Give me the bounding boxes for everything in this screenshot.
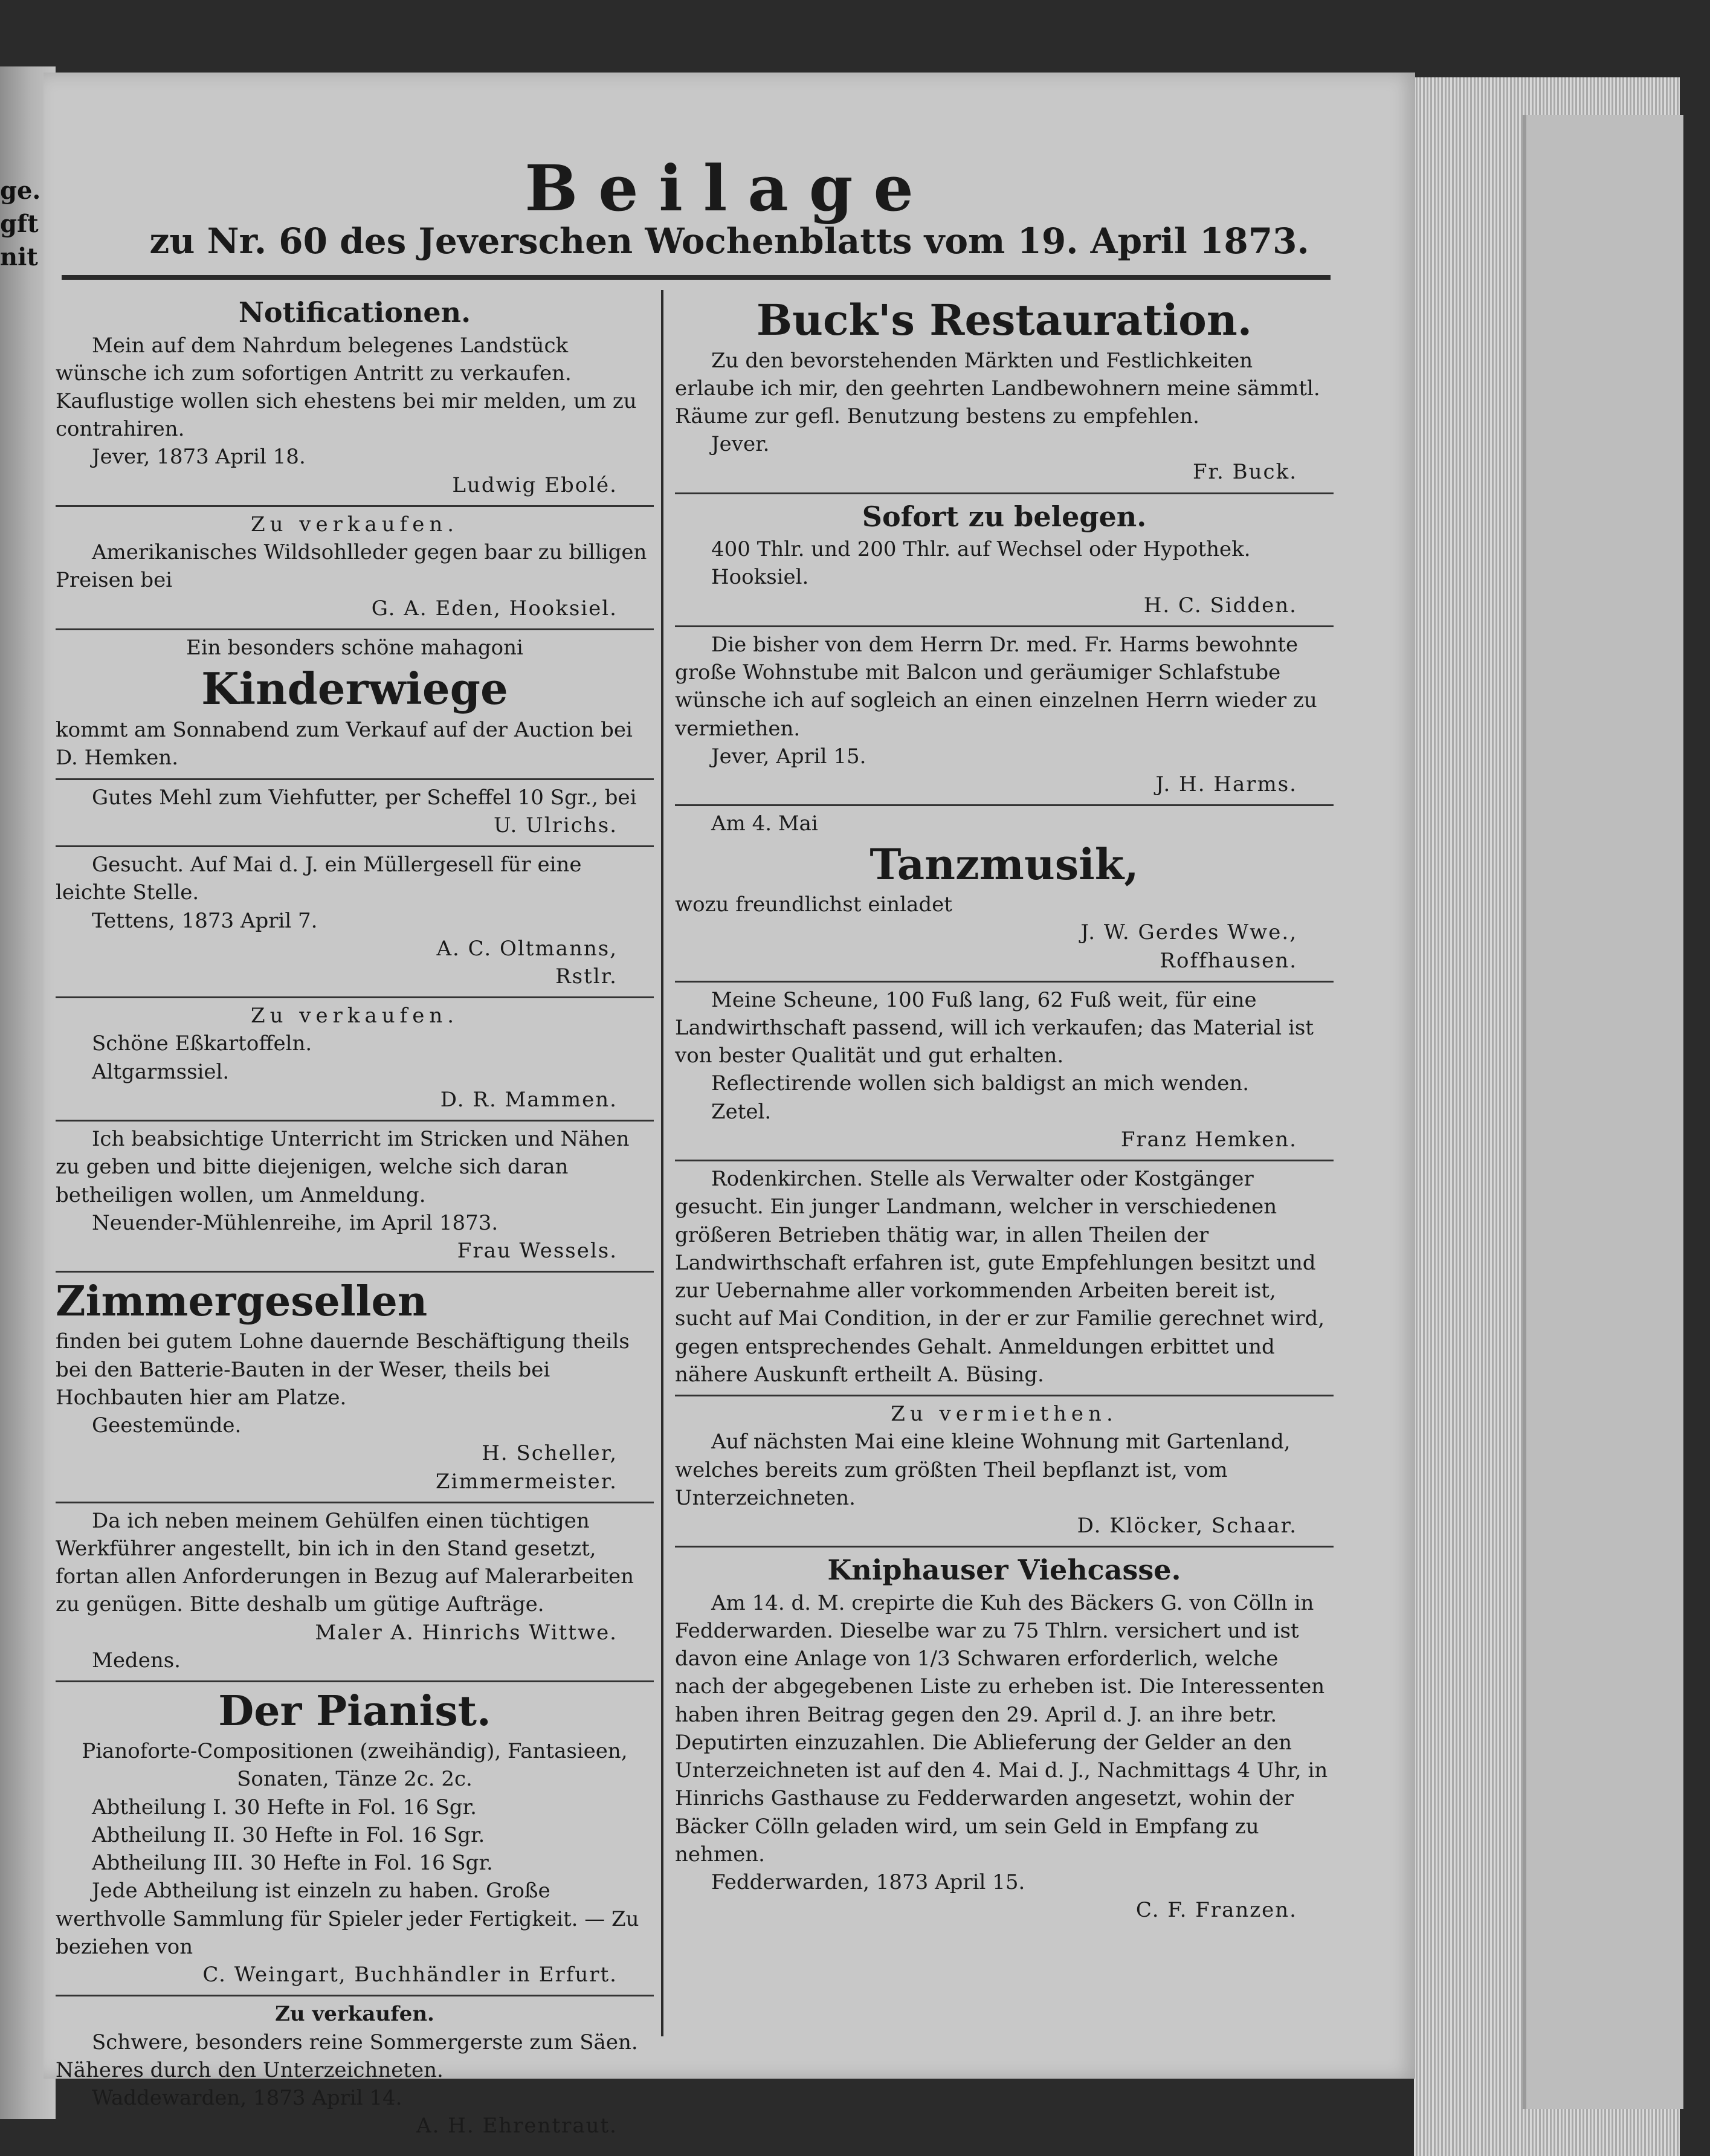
ad-signature: Frau Wessels. xyxy=(457,1239,618,1264)
ad-heading: Notificationen. xyxy=(238,296,471,329)
ad-body: 400 Thlr. und 200 Thlr. auf Wechsel oder Hypothek. xyxy=(711,537,1251,562)
ad-mehl xyxy=(56,780,654,847)
ad-body: Da ich neben meinem Gehülfen einen tüchtigen Werkführer angestellt, bin ich in den Stand gesetzt, fortan allen Anforderungen in Bezug auf Malerarbeiten zu genügen. Bitte deshalb um gütige Aufträge. xyxy=(56,1508,634,1617)
ad-bucks-restauration xyxy=(675,290,1334,494)
ad-heading: Buck's Restauration. xyxy=(756,295,1253,345)
column-divider xyxy=(661,290,663,2036)
ad-signature: G. A. Eden, Hooksiel. xyxy=(371,596,618,621)
ad-signature-place: Roffhausen. xyxy=(1160,948,1297,973)
ad-signature-title: Zimmermeister. xyxy=(435,1469,618,1494)
ad-place: Jever. xyxy=(711,432,770,457)
ad-scheune xyxy=(675,983,1334,1161)
ad-body: Zu den bevorstehenden Märkten und Festlichkeiten erlaube ich mir, den geehrten Landbewohnern meine sämmtl. Räume zur gefl. Benutzung bestens zu empfehlen. xyxy=(675,348,1320,428)
ad-zu-vermiethen xyxy=(675,1396,1334,1548)
ad-muellergesell xyxy=(56,847,654,998)
ad-signature: A. C. Oltmanns, xyxy=(436,936,618,961)
ad-signature: D. Klöcker, Schaar. xyxy=(1077,1513,1297,1538)
ad-body: Auf nächsten Mai eine kleine Wohnung mit Gartenland, welches bereits zum größten Theil bepflanzt ist, vom Unterzeichneten. xyxy=(675,1430,1291,1510)
ad-signature: A. H. Ehrentraut. xyxy=(416,2114,618,2138)
ad-body: Jede Abtheilung ist einzeln zu haben. Große werthvolle Sammlung für Spieler jeder Fertigkeit. — Zu beziehen von xyxy=(56,1879,639,1959)
ad-malerarbeiten xyxy=(56,1503,654,1682)
ad-body: Amerikanisches Wildsohlleder gegen baar zu billigen Preisen bei xyxy=(56,540,647,593)
ad-place-date: Fedderwarden, 1873 April 15. xyxy=(711,1870,1025,1895)
ad-heading: Kniphauser Viehcasse. xyxy=(827,1554,1181,1587)
ad-place: Hooksiel. xyxy=(711,565,809,590)
ad-wildsohlleder xyxy=(56,507,654,630)
ad-esskartoffeln xyxy=(56,998,654,1122)
ad-body: Am 14. d. M. crepirte die Kuh des Bäckers G. von Cölln in Fedderwarden. Dieselbe war zu 75 Thlrn. versichert und ist davon eine Anlage von 1/3 Schwaren erforderlich, welche nach der abgegebenen Liste zu erheben ist. Die Interessenten haben ihren Beitrag gegen den 29. April d. J. an ihre betr. Deputirten einzuzahlen. Die Ablieferung der Gelder an den Unterzeichneten ist auf den 4. Mai d. J., Nachmittags 4 Uhr, in Hinrichs Gasthause zu Fedderwarden angesetzt, wohin der Bäcker Cölln geladen wird, um sein Geld in Empfang zu nehmen. xyxy=(675,1590,1328,1867)
ad-signature: C. Weingart, Buchhändler in Erfurt. xyxy=(202,1963,618,1987)
ad-signature: Ludwig Ebolé. xyxy=(452,473,618,497)
ad-list-item: Abtheilung II. 30 Hefte in Fol. 16 Sgr. xyxy=(92,1822,485,1847)
ad-place-date: Jever, 1873 April 18. xyxy=(92,445,306,470)
ad-place-date: Neuender-Mühlenreihe, im April 1873. xyxy=(92,1210,498,1235)
left-column xyxy=(56,290,654,2146)
ad-signature: J. H. Harms. xyxy=(1155,772,1297,797)
masthead-subtitle: zu Nr. 60 des Jeverschen Wochenblatts vom 19. April 1873. xyxy=(149,221,1309,262)
right-column xyxy=(675,290,1334,1931)
ad-place: Geestemünde. xyxy=(92,1413,242,1438)
ad-signature: Fr. Buck. xyxy=(1192,460,1297,485)
ad-place: Altgarmssiel. xyxy=(92,1059,230,1084)
ad-notificationen xyxy=(56,290,654,507)
ad-body: Rodenkirchen. Stelle als Verwalter oder Kostgänger gesucht. Ein junger Landmann, welcher in verschiedenen größeren Betrieben thätig war, in allen Theilen der Landwirthschaft erfahren ist, gute Empfehlungen besitzt und zur Uebernahme aller vorkommenden Arbeiten bereit ist, sucht auf Mai Condition, in der er zur Familie gerechnet wird, gegen entsprechendes Gehalt. Anmeldungen erbittet und nähere Auskunft ertheilt A. Büsing. xyxy=(675,1167,1325,1387)
ad-signature: H. Scheller, xyxy=(482,1441,618,1466)
ad-signature: Franz Hemken. xyxy=(1120,1127,1297,1152)
ad-signature: D. R. Mammen. xyxy=(440,1087,618,1112)
ad-body: Schöne Eßkartoffeln. xyxy=(92,1031,312,1056)
ad-body: kommt am Sonnabend zum Verkauf auf der Auction bei D. Hemken. xyxy=(56,718,633,770)
ad-signature: J. W. Gerdes Wwe., xyxy=(1080,920,1297,945)
ad-body: Gesucht. Auf Mai d. J. ein Müllergesell für eine leichte Stelle. xyxy=(56,853,582,905)
ad-body: Ich beabsichtige Unterricht im Stricken und Nähen zu geben und bitte diejenigen, welche sich daran betheiligen wollen, um Anmeldung. xyxy=(56,1127,630,1207)
ad-signature: C. F. Franzen. xyxy=(1135,1898,1297,1923)
ad-heading: Zimmergesellen xyxy=(56,1277,428,1326)
ad-place-date: Waddewarden, 1873 April 14. xyxy=(92,2085,402,2110)
ad-body: Schwere, besonders reine Sommergerste zum Säen. Näheres durch den Unterzeichneten. xyxy=(56,2030,638,2082)
ad-heading: Zu verkaufen. xyxy=(275,2002,434,2027)
ad-signature: H. C. Sidden. xyxy=(1143,593,1297,618)
ad-body-2: Reflectirende wollen sich baldigst an mich wenden. xyxy=(711,1071,1250,1096)
ad-sommergerste xyxy=(56,1996,654,2146)
ad-body: Die bisher von dem Herrn Dr. med. Fr. Harms bewohnte große Wohnstube mit Balcon und geräumiger Schlafstube wünsche ich auf sogleich an einen einzelnen Herrn wieder zu vermiethen. xyxy=(675,632,1317,741)
ad-viehcasse xyxy=(675,1548,1334,1930)
ad-tanzmusik xyxy=(675,806,1334,982)
ad-place: Zetel. xyxy=(711,1099,772,1124)
ad-signature: U. Ulrichs. xyxy=(494,813,618,838)
ad-place-date: Jever, April 15. xyxy=(711,744,866,769)
ad-list-item: Abtheilung I. 30 Hefte in Fol. 16 Sgr. xyxy=(92,1795,477,1819)
masthead-rule xyxy=(62,275,1331,280)
ad-heading: Der Pianist. xyxy=(218,1687,491,1736)
ad-body: wozu freundlichst einladet xyxy=(675,892,952,917)
masthead-title: Beilage xyxy=(524,151,934,225)
edge-fragment: nit xyxy=(0,243,38,271)
ad-heading: Zu verkaufen. xyxy=(250,512,459,537)
ad-body: Meine Scheune, 100 Fuß lang, 62 Fuß weit, für eine Landwirthschaft passend, will ich verkaufen; das Material ist von bester Qualität und gut erhalten. xyxy=(675,987,1314,1068)
ad-verwalter-gesucht xyxy=(675,1161,1334,1396)
ad-body: Gutes Mehl zum Viehfutter, per Scheffel 10 Sgr., bei xyxy=(92,785,637,810)
ad-intro: Am 4. Mai xyxy=(711,812,818,836)
ad-wohnstube xyxy=(675,627,1334,806)
ad-heading: Tanzmusik, xyxy=(870,839,1139,889)
newspaper-page xyxy=(44,73,1415,2138)
ad-heading: Zu verkaufen. xyxy=(250,1004,459,1028)
ad-unterricht xyxy=(56,1122,654,1273)
ad-place: Medens. xyxy=(92,1648,181,1673)
ad-heading: Kinderwiege xyxy=(201,663,508,715)
ad-body: Mein auf dem Nahrdum belegenes Landstück wünsche ich zum sofortigen Antritt zu verkaufen. Kauflustige wollen sich ehestens bei mir melden, um zu contrahiren. xyxy=(56,333,637,442)
ad-sofort-zu-belegen xyxy=(675,494,1334,627)
ad-place-date: Tettens, 1873 April 7. xyxy=(92,908,318,933)
ad-signature: Maler A. Hinrichs Wittwe. xyxy=(315,1620,618,1645)
ad-der-pianist xyxy=(56,1682,654,1996)
ad-intro: Ein besonders schöne mahagoni xyxy=(186,635,523,660)
ad-heading: Sofort zu belegen. xyxy=(862,500,1147,533)
ad-signature-title: Rstlr. xyxy=(555,964,618,989)
ad-list-item: Abtheilung III. 30 Hefte in Fol. 16 Sgr. xyxy=(92,1851,493,1876)
edge-fragment: gft xyxy=(0,210,39,238)
book-cover-edge xyxy=(1523,115,1683,2109)
ad-heading: Zu vermiethen. xyxy=(891,1402,1118,1427)
ad-zimmergesellen xyxy=(56,1273,654,1503)
ad-body: finden bei gutem Lohne dauernde Beschäftigung theils bei den Batterie-Bauten in der Weser, theils bei Hochbauten hier am Platze. xyxy=(56,1329,630,1410)
ad-kinderwiege xyxy=(56,630,654,780)
ad-subheading: Pianoforte-Compositionen (zweihändig), Fantasieen, Sonaten, Tänze 2c. 2c. xyxy=(82,1739,628,1792)
edge-fragment: ge. xyxy=(0,176,41,205)
